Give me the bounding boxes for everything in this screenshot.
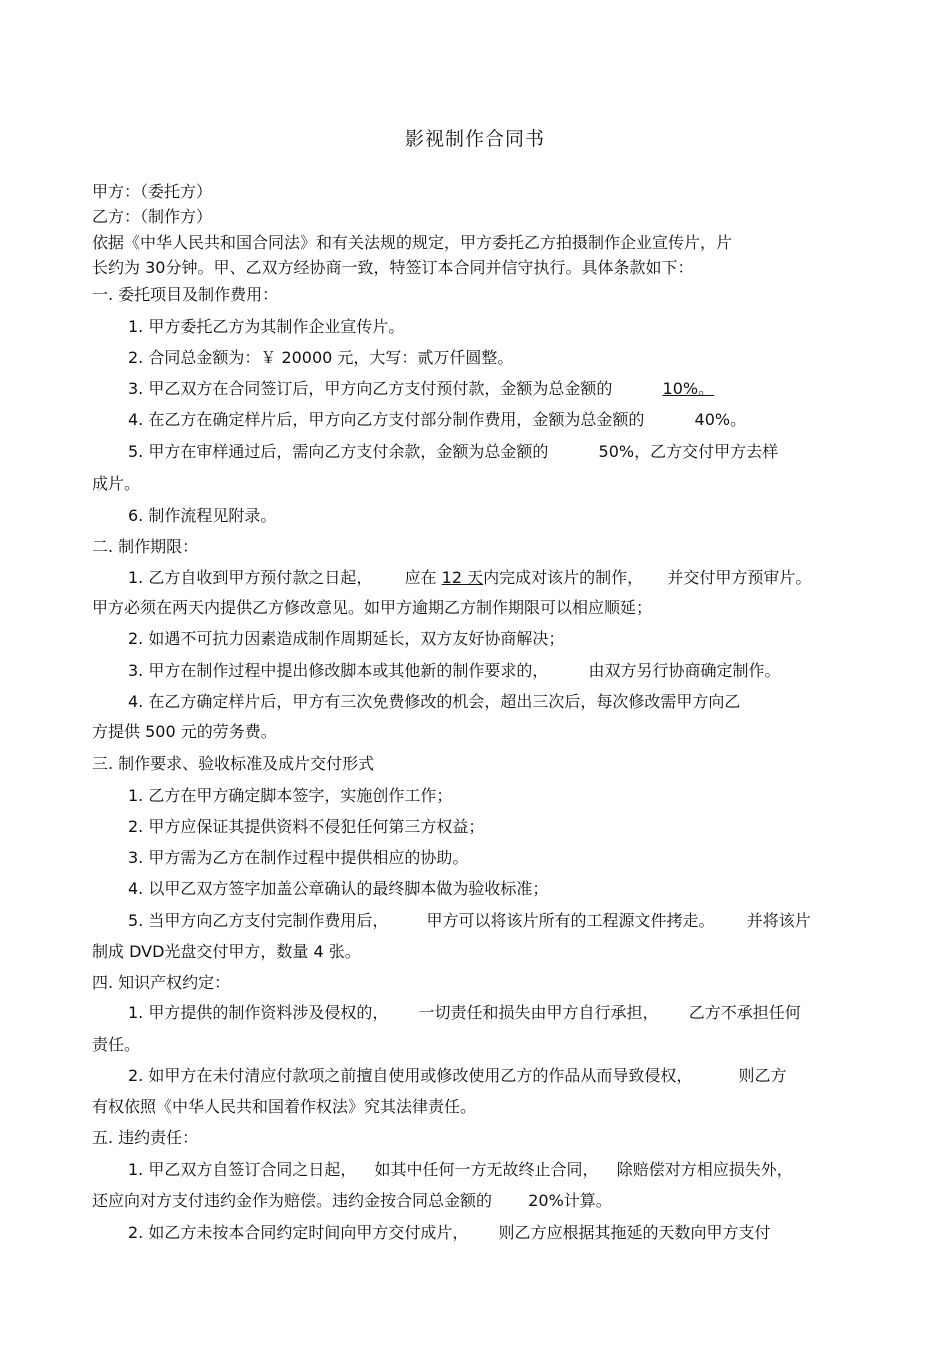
s2-item-1	[128, 567, 811, 589]
s2-item-1-text-d: 并交付甲方预审片。	[667, 568, 812, 587]
s2-item-3-text-a: 3. 甲方在制作过程中提出修改脚本或其他新的制作要求的，	[128, 661, 549, 680]
s2-item-1-text-b: 应在	[404, 568, 437, 587]
section-5-heading: 五. 违约责任：	[92, 1128, 199, 1147]
s1-item-5-cont: 成片。	[92, 474, 141, 493]
intro-line-1: 依据《中华人民共和国合同法》和有关法规的规定，甲方委托乙方拍摄制作企业宣传片，片	[92, 233, 733, 252]
s5-item-2	[128, 1222, 771, 1244]
s1-item-2: 2. 合同总金额为：￥ 20000 元，大写：贰万仟圆整。	[128, 348, 514, 367]
s2-item-1-text-a: 1. 乙方自收到甲方预付款之日起，	[128, 568, 373, 587]
s1-item-3-percent: 10%。	[662, 379, 715, 398]
s1-item-3-text: 3. 甲乙双方在合同签订后，甲方向乙方支付预付款，金额为总金额的	[128, 379, 613, 398]
s1-item-5-text-a: 5. 甲方在审样通过后，需向乙方支付余款，金额为总金额的	[128, 442, 549, 461]
s3-item-5-text-a: 5. 当甲方向乙方支付完制作费用后，	[128, 911, 389, 930]
s1-item-3	[128, 378, 714, 400]
s2-item-1-days: 12 天	[441, 568, 484, 587]
s1-item-4-text: 4. 在乙方在确定样片后，甲方向乙方支付部分制作费用，金额为总金额的	[128, 410, 645, 429]
party-a-line: 甲方：（委托方）	[92, 182, 213, 201]
s3-item-5	[128, 910, 811, 932]
s3-item-5-text-b: 甲方可以将该片所有的工程源文件拷走。	[426, 911, 715, 930]
s5-item-1-text-a: 1. 甲乙双方自签订合同之日起，	[128, 1160, 357, 1179]
party-b-line: 乙方：（制作方）	[92, 207, 213, 226]
s4-item-1-text-c: 乙方不承担任何	[688, 1003, 801, 1022]
s4-item-2-cont: 有权依照《中华人民共和国着作权法》究其法律责任。	[92, 1097, 477, 1116]
s4-item-2	[128, 1065, 787, 1087]
s4-item-1-text-b: 一切责任和损失由甲方自行承担，	[418, 1003, 659, 1022]
s1-item-6: 6. 制作流程见附录。	[128, 506, 277, 525]
s4-item-2-text-b: 则乙方	[738, 1066, 787, 1085]
s5-item-1-text-c: 除赔偿对方相应损失外，	[616, 1160, 793, 1179]
s1-item-4-percent: 40%。	[694, 410, 747, 429]
s2-item-1-text-c: 内完成对该片的制作，	[483, 568, 644, 587]
document-title: 影视制作合同书	[404, 128, 545, 150]
s3-item-3: 3. 甲方需为乙方在制作过程中提供相应的协助。	[128, 848, 469, 867]
s4-item-1-cont: 责任。	[92, 1035, 141, 1054]
s3-item-1: 1. 乙方在甲方确定脚本签字，实施创作工作；	[128, 786, 453, 805]
s3-item-5-text-c: 并将该片	[746, 911, 811, 930]
s5-item-2-text-a: 2. 如乙方未按本合同约定时间向甲方交付成片，	[128, 1223, 469, 1242]
s5-item-1-text-b: 如其中任何一方无故终止合同，	[374, 1160, 599, 1179]
s4-item-1-text-a: 1. 甲方提供的制作资料涉及侵权的，	[128, 1003, 389, 1022]
s2-item-4-cont: 方提供 500 元的劳务费。	[92, 722, 277, 741]
s2-item-2: 2. 如遇不可抗力因素造成制作周期延长，双方友好协商解决；	[128, 629, 565, 648]
s2-item-1-cont: 甲方必须在两天内提供乙方修改意见。如甲方逾期乙方制作期限可以相应顺延；	[92, 598, 653, 617]
s3-item-2: 2. 甲方应保证其提供资料不侵犯任何第三方权益；	[128, 817, 485, 836]
s4-item-2-text-a: 2. 如甲方在未付清应付款项之前擅自使用或修改使用乙方的作品从而导致侵权，	[128, 1066, 693, 1085]
s5-item-1-cont	[92, 1190, 612, 1212]
s2-item-3-text-b: 由双方另行协商确定制作。	[588, 661, 781, 680]
s4-item-1	[128, 1002, 801, 1024]
s1-item-5	[128, 441, 778, 463]
s5-item-1-text-d: 还应向对方支付违约金作为赔偿。违约金按合同总金额的	[92, 1191, 493, 1210]
s2-item-4: 4. 在乙方确定样片后，甲方有三次免费修改的机会，超出三次后，每次修改需甲方向乙	[128, 692, 741, 711]
intro-line-2: 长约为 30分钟。甲、乙双方经协商一致，特签订本合同并信守执行。具体条款如下：	[92, 258, 694, 277]
s2-item-3	[128, 660, 781, 682]
s5-item-1-text-e: 20%计算。	[528, 1191, 612, 1210]
section-2-heading: 二. 制作期限：	[92, 537, 199, 556]
s1-item-5-text-b: 50%，乙方交付甲方去样	[598, 442, 779, 461]
s3-item-4: 4. 以甲乙双方签字加盖公章确认的最终脚本做为验收标准；	[128, 879, 549, 898]
s1-item-1: 1. 甲方委托乙方为其制作企业宣传片。	[128, 317, 405, 336]
section-1-heading: 一. 委托项目及制作费用：	[92, 285, 279, 304]
s5-item-2-text-b: 则乙方应根据其拖延的天数向甲方支付	[498, 1223, 771, 1242]
section-4-heading: 四. 知识产权约定：	[92, 973, 231, 992]
s5-item-1	[128, 1159, 793, 1181]
s1-item-4	[128, 409, 746, 431]
s3-item-5-cont: 制成 DVD光盘交付甲方，数量 4 张。	[92, 942, 361, 961]
section-3-heading: 三. 制作要求、验收标准及成片交付形式	[92, 754, 375, 773]
